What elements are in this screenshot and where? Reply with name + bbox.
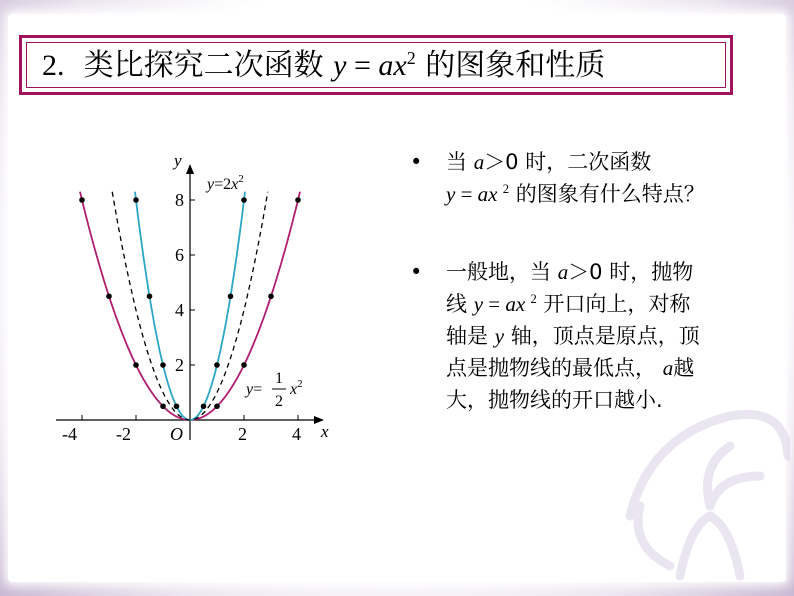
curve-point	[241, 197, 247, 203]
text: 当	[446, 150, 467, 174]
y-axis-label: y	[174, 151, 182, 170]
math-eq: =	[455, 182, 478, 206]
label-2x2-x: x	[231, 176, 239, 193]
bullet-marker: •	[410, 260, 423, 284]
title-text-after: 的图象和性质	[425, 48, 606, 83]
label-half-num: 1	[275, 370, 283, 387]
text: ＞0 时，抛物	[568, 260, 694, 284]
label-y-half-x2	[244, 370, 303, 410]
x-axis-label: x	[321, 422, 329, 441]
curve-point	[147, 293, 153, 299]
math-y: y	[446, 182, 456, 206]
answer-line-4	[446, 352, 788, 384]
curve-point	[268, 293, 274, 299]
x-tick-label: 2	[238, 424, 247, 444]
answer-line-2	[446, 288, 788, 320]
label-half-eq: =	[253, 381, 263, 398]
label-2x2-exp: 2	[238, 173, 244, 185]
text: 轴是	[446, 324, 488, 348]
question-line-1	[446, 146, 788, 178]
question-line-2	[446, 178, 788, 210]
math-exp: 2	[530, 292, 537, 306]
math-formula	[446, 182, 509, 206]
text: ＞0 时，二次函数	[484, 150, 652, 174]
y-tick-label: 8	[175, 190, 184, 210]
x-tick-label: 4	[292, 424, 301, 444]
origin-label: O	[170, 424, 183, 444]
title-math-exp: 2	[406, 48, 416, 68]
curve-point	[228, 293, 234, 299]
title-math-ax: ax	[378, 49, 407, 82]
curve-point	[160, 362, 166, 368]
text: 轴，顶点是原点，顶	[510, 324, 700, 348]
math-eq: =	[483, 292, 506, 316]
title-math-y: y	[333, 49, 347, 82]
label-half-y-var: y	[246, 381, 254, 398]
label-half-x2	[289, 378, 303, 398]
answer-bullet	[408, 256, 788, 416]
label-half-y	[244, 381, 262, 398]
curve-point	[160, 403, 166, 409]
curve-point	[214, 362, 220, 368]
curve-point	[133, 362, 139, 368]
label-2x2-y: y	[207, 176, 215, 193]
answer-line-1	[446, 256, 788, 288]
label-half-x: x	[290, 381, 298, 398]
text: 一般地，当	[446, 260, 551, 284]
x-tick-label: -4	[62, 424, 77, 444]
curve-point	[133, 197, 139, 203]
math-a: a	[662, 356, 674, 380]
answer-line-3	[446, 320, 788, 352]
label-2x2-eq: =2	[214, 176, 232, 193]
math-y: y	[473, 292, 484, 316]
label-half-den: 2	[275, 393, 283, 410]
math-a: a	[473, 150, 485, 174]
curve-point	[214, 403, 220, 409]
math-a: a	[557, 260, 569, 284]
bullet-marker: •	[410, 150, 423, 174]
sprout-hands-logo-icon	[610, 396, 790, 586]
curve-point	[201, 403, 207, 409]
curve-point	[241, 362, 247, 368]
y-tick-label: 4	[175, 300, 184, 320]
title-text-before: 类比探究二次函数	[83, 48, 324, 83]
y-tick-label: 2	[175, 355, 184, 375]
math-y: y	[494, 324, 505, 348]
title-math-eq: =	[346, 49, 379, 82]
curve-point	[106, 293, 112, 299]
label-half-exp: 2	[297, 378, 303, 390]
x-tick-label: -2	[116, 424, 131, 444]
label-y-2x2	[205, 173, 244, 193]
text: 开口向上，对称	[543, 292, 691, 316]
math-exp: 2	[502, 182, 510, 196]
y-tick-label: 6	[175, 245, 184, 265]
text: 大，抛物线的开口越小.	[446, 388, 663, 412]
curve-point	[295, 197, 301, 203]
question-bullet	[408, 146, 788, 210]
math-ax: ax	[505, 292, 526, 316]
text: 点是抛物线的最低点，	[446, 356, 656, 380]
explanation-list	[408, 146, 788, 416]
y-tick-marks	[190, 200, 195, 365]
curve-point	[174, 403, 180, 409]
text: 的图象有什么特点？	[515, 182, 705, 206]
text: 越	[673, 356, 695, 380]
text: 线	[446, 292, 467, 316]
curve-point	[79, 197, 85, 203]
math-ax: ax	[477, 182, 498, 206]
math-formula	[474, 292, 537, 316]
title-number: 2.	[42, 49, 65, 82]
y-axis-arrow-icon	[186, 164, 194, 174]
y-tick-labels	[175, 190, 184, 375]
